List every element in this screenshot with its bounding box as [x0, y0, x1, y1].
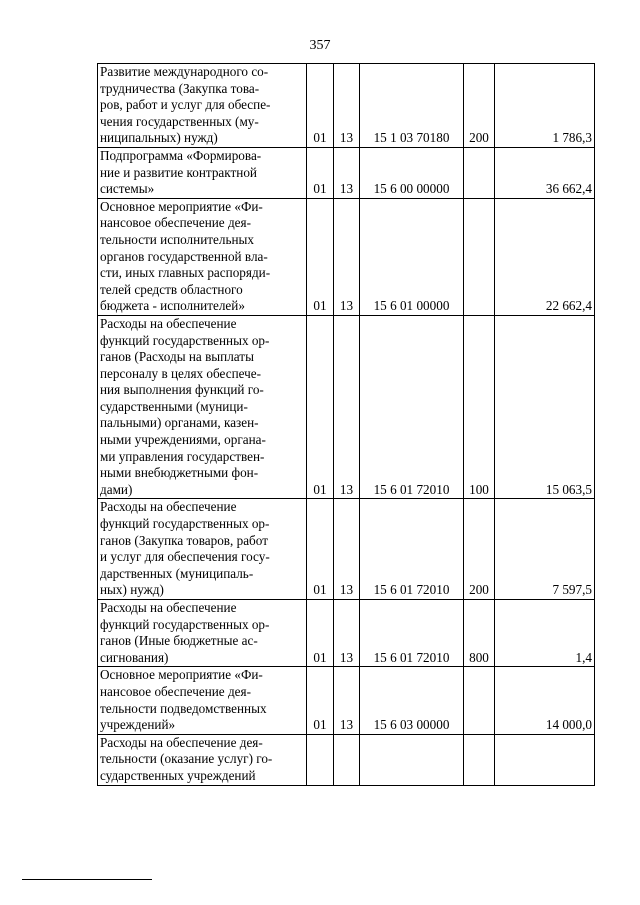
row-name-cell: Расходы на обеспечение дея- тельности (оказание услуг) го- сударственных учреждений	[98, 734, 307, 785]
target-article-code-cell	[360, 734, 464, 785]
expense-type-code-cell: 800	[464, 600, 495, 667]
amount-cell: 22 662,4	[495, 198, 595, 315]
target-article-code-cell: 15 6 01 72010	[360, 315, 464, 499]
subsection-code-cell: 13	[334, 315, 360, 499]
table-row	[98, 315, 595, 499]
row-name-cell: Развитие международного со- трудничества (Закупка това- ров, работ и услуг для обеспе- чения государственных (му- ниципальных) нужд)	[98, 64, 307, 148]
expense-type-code-cell: 200	[464, 64, 495, 148]
table-row	[98, 64, 595, 148]
subsection-code-cell: 13	[334, 499, 360, 600]
expense-type-code-cell	[464, 147, 495, 198]
subsection-code-cell	[334, 734, 360, 785]
target-article-code-cell: 15 6 00 00000	[360, 147, 464, 198]
target-article-code-cell: 15 6 01 72010	[360, 600, 464, 667]
row-name-cell: Основное мероприятие «Фи- нансовое обеспечение дея- тельности исполнительных органов государственной вла- сти, иных главных распоряди- телей средств областного бюджета - исполнителей»	[98, 198, 307, 315]
table-row	[98, 147, 595, 198]
target-article-code-cell: 15 6 01 00000	[360, 198, 464, 315]
expense-type-code-cell	[464, 734, 495, 785]
subsection-code-cell: 13	[334, 600, 360, 667]
section-code-cell: 01	[307, 315, 334, 499]
subsection-code-cell: 13	[334, 667, 360, 734]
row-name-cell: Расходы на обеспечение функций государственных ор- ганов (Иные бюджетные ас- сигнования)	[98, 600, 307, 667]
amount-cell: 15 063,5	[495, 315, 595, 499]
row-name-cell: Расходы на обеспечение функций государственных ор- ганов (Расходы на выплаты персоналу в целях обеспече- ния выполнения функций го- сударственными (муници- пальными) органами, казен- ными учреждениями, органа- ми управления государствен- ными внебюджетными фон- дами)	[98, 315, 307, 499]
subsection-code-cell: 13	[334, 198, 360, 315]
row-name-cell: Основное мероприятие «Фи- нансовое обеспечение дея- тельности подведомственных учреждений»	[98, 667, 307, 734]
section-code-cell: 01	[307, 64, 334, 148]
amount-cell: 7 597,5	[495, 499, 595, 600]
section-code-cell: 01	[307, 667, 334, 734]
table-row	[98, 667, 595, 734]
target-article-code-cell: 15 6 01 72010	[360, 499, 464, 600]
section-code-cell: 01	[307, 499, 334, 600]
expense-type-code-cell: 100	[464, 315, 495, 499]
row-name-cell: Подпрограмма «Формирова- ние и развитие контрактной системы»	[98, 147, 307, 198]
section-code-cell	[307, 734, 334, 785]
table-row	[98, 499, 595, 600]
section-code-cell: 01	[307, 600, 334, 667]
section-code-cell: 01	[307, 147, 334, 198]
target-article-code-cell: 15 1 03 70180	[360, 64, 464, 148]
amount-cell	[495, 734, 595, 785]
table-row	[98, 600, 595, 667]
target-article-code-cell: 15 6 03 00000	[360, 667, 464, 734]
budget-table	[97, 63, 595, 786]
page-number: 357	[309, 38, 331, 53]
amount-cell: 1,4	[495, 600, 595, 667]
amount-cell: 1 786,3	[495, 64, 595, 148]
table-row	[98, 198, 595, 315]
expense-type-code-cell: 200	[464, 499, 495, 600]
budget-table-body	[98, 64, 595, 786]
table-row	[98, 734, 595, 785]
footer-rule	[22, 879, 152, 880]
expense-type-code-cell	[464, 667, 495, 734]
row-name-cell: Расходы на обеспечение функций государственных ор- ганов (Закупка товаров, работ и услуг для обеспечения госу- дарственных (муниципаль- ных) нужд)	[98, 499, 307, 600]
subsection-code-cell: 13	[334, 147, 360, 198]
subsection-code-cell: 13	[334, 64, 360, 148]
amount-cell: 14 000,0	[495, 667, 595, 734]
expense-type-code-cell	[464, 198, 495, 315]
amount-cell: 36 662,4	[495, 147, 595, 198]
section-code-cell: 01	[307, 198, 334, 315]
